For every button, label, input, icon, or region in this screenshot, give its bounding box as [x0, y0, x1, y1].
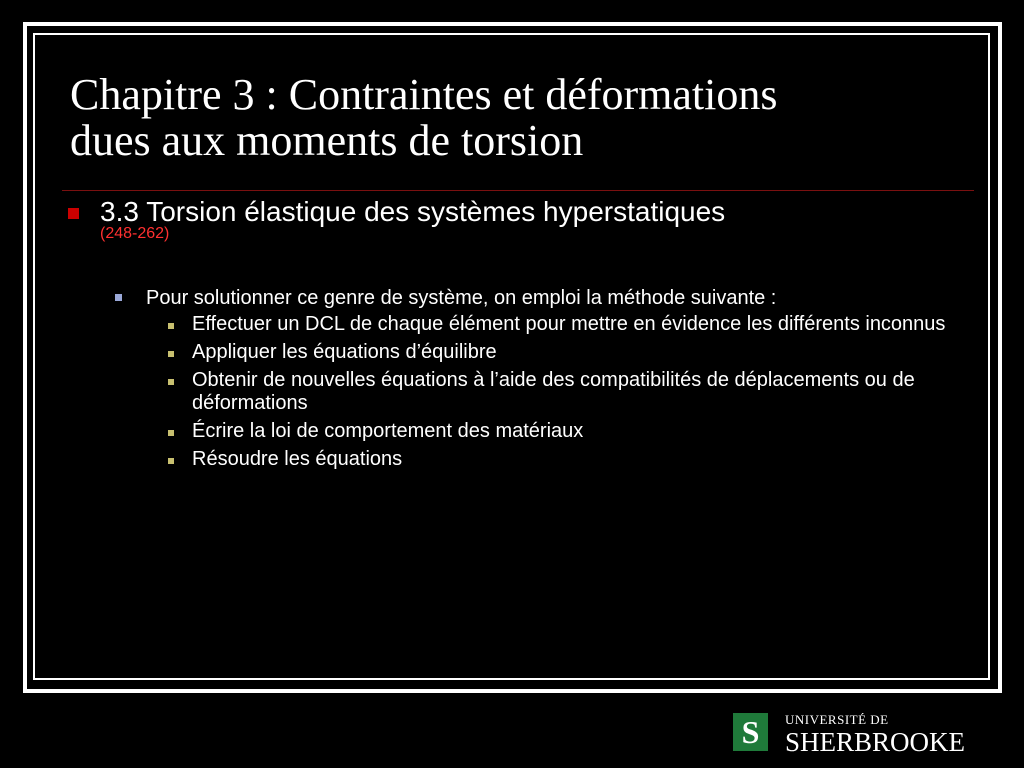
- method-step: [60, 369, 980, 415]
- slide-title-line1: Chapitre 3 : Contraintes et déformations: [70, 70, 778, 119]
- square-bullet-icon: [68, 208, 79, 219]
- university-logo: [733, 713, 995, 757]
- slide-title-line2: dues aux moments de torsion: [70, 116, 584, 165]
- section-page-reference: (248-262): [100, 225, 170, 242]
- method-step-text: Obtenir de nouvelles équations à l’aide des compatibilités de déplacements ou de déformations: [192, 369, 915, 414]
- method-step: [60, 341, 980, 364]
- section-heading-item: [60, 196, 980, 242]
- section-heading: 3.3 Torsion élastique des systèmes hyperstatiques: [100, 196, 726, 227]
- method-step: [60, 448, 980, 471]
- square-bullet-icon: [168, 458, 174, 464]
- university-shield-icon: [733, 713, 768, 751]
- method-step-text: Effectuer un DCL de chaque élément pour mettre en évidence les différents inconnus: [192, 313, 946, 335]
- method-step: [60, 313, 980, 336]
- method-step-text: Écrire la loi de comportement des matériaux: [192, 420, 584, 442]
- logo-text-line1: UNIVERSITÉ DE: [785, 712, 889, 727]
- title-divider: [62, 190, 974, 191]
- square-bullet-icon: [168, 351, 174, 357]
- slide-title: [70, 72, 950, 164]
- method-steps-list: [60, 313, 980, 471]
- method-step-text: Résoudre les équations: [192, 448, 403, 470]
- square-bullet-icon: [168, 430, 174, 436]
- slide-body: [60, 196, 980, 476]
- logo-text-line2: SHERBROOKE: [785, 727, 966, 757]
- method-step-text: Appliquer les équations d’équilibre: [192, 341, 497, 363]
- method-intro: Pour solutionner ce genre de système, on emploi la méthode suivante :: [146, 287, 777, 309]
- square-bullet-icon: [168, 379, 174, 385]
- square-bullet-icon: [115, 294, 122, 301]
- square-bullet-icon: [168, 323, 174, 329]
- method-intro-item: [60, 286, 980, 310]
- logo-mark-letter: S: [741, 714, 760, 750]
- method-step: [60, 420, 980, 443]
